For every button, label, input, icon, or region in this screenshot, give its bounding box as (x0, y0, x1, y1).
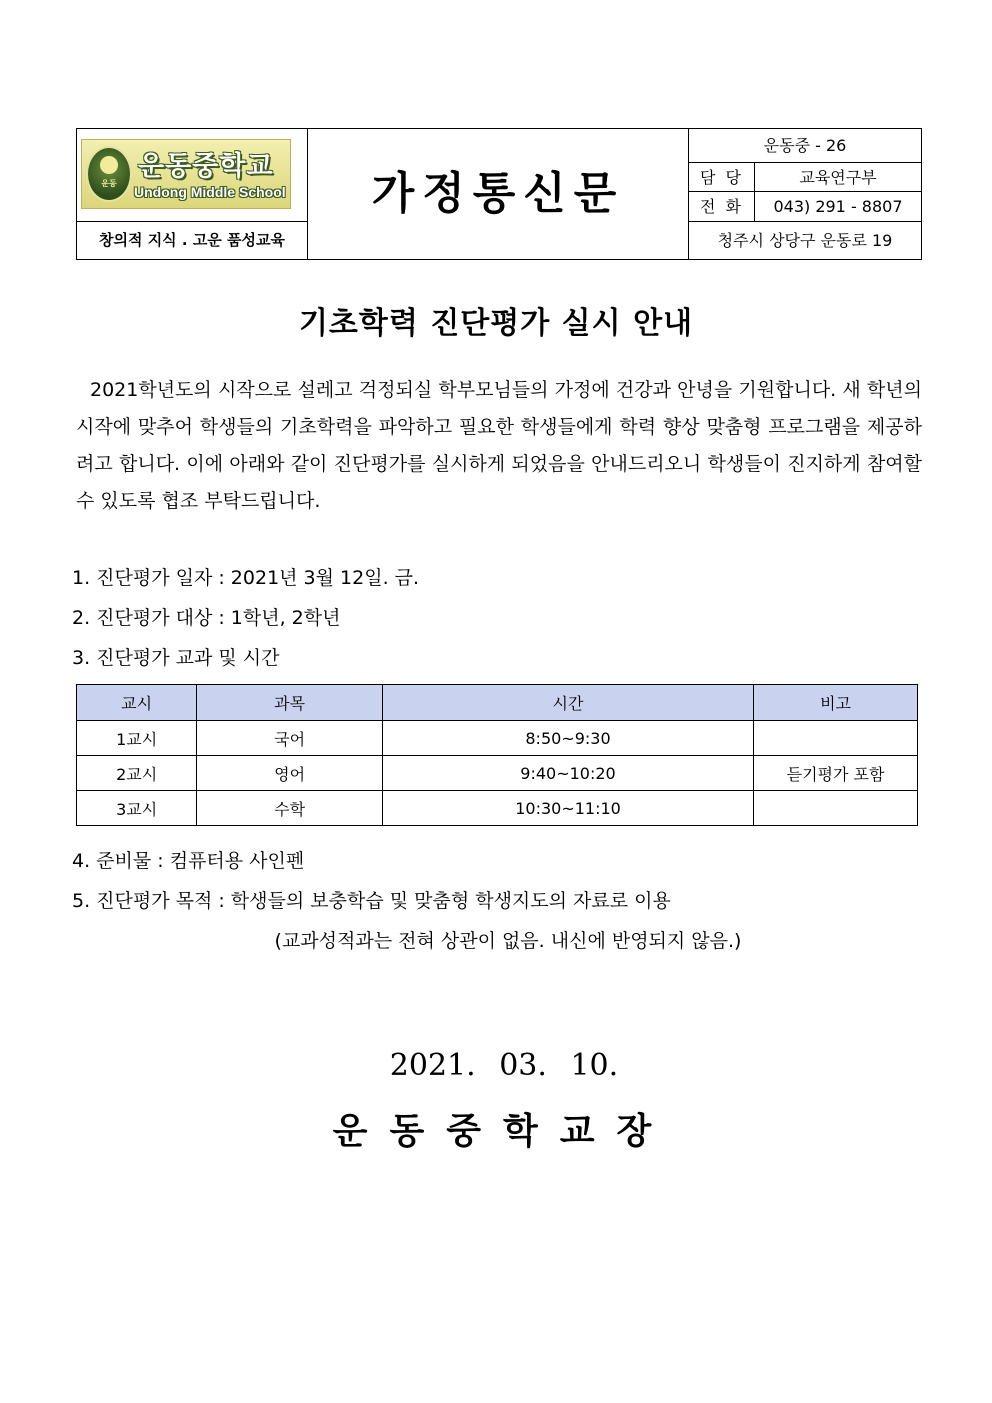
cell-remarks (754, 791, 918, 826)
school-address: 청주시 상당구 운동로 19 (717, 231, 893, 250)
item-test-subjects: 3. 진단평가 교과 및 시간 (72, 647, 280, 669)
cell-period: 2교시 (77, 756, 197, 791)
contact-row-department (689, 163, 921, 192)
intro-paragraph: 2021학년도의 시작으로 설레고 걱정되실 학부모님들의 가정에 건강과 안녕을 기원합니다. 새 학년의 시작에 맞추어 학생들의 기초학력을 파악하고 필요한 학생들에게 학력 향상 맞춤형 프로그램을 제공하려고 합니다. 이에 아래와 같이 진단평가를 실시하게 되었음을 안내드리오니 학생들이 진지하게 참여할 수 있도록 협조 부탁드립니다. (76, 379, 922, 512)
notice-title: 기초학력 진단평가 실시 안내 (298, 306, 694, 341)
item-test-target: 2. 진단평가 대상 : 1학년, 2학년 (72, 607, 341, 629)
school-logo (81, 139, 291, 209)
logo-school-subtitle: Undong Middle School (134, 184, 286, 200)
table-row (77, 791, 918, 826)
cell-subject: 영어 (197, 756, 383, 791)
cell-subject: 수학 (197, 791, 383, 826)
cell-time: 10:30~11:10 (382, 791, 753, 826)
contact-row-phone (689, 192, 921, 222)
cell-period: 1교시 (77, 721, 197, 756)
cell-subject: 국어 (197, 721, 383, 756)
cell-remarks: 듣기평가 포함 (754, 756, 918, 791)
cell-period: 3교시 (77, 791, 197, 826)
document-type-title: 가정통신문 (371, 168, 625, 219)
item-test-date: 1. 진단평가 일자 : 2021년 3월 12일. 금. (72, 567, 420, 589)
col-header-time: 시간 (382, 685, 753, 721)
cell-time: 8:50~9:30 (382, 721, 753, 756)
emblem-text: 운동 (101, 179, 117, 188)
issue-date: 2021. 03. 10. (389, 1048, 619, 1083)
col-header-subject: 과목 (197, 685, 383, 721)
school-slogan: 창의적 지식 . 고운 품성교육 (77, 221, 307, 259)
letterhead-center (308, 129, 689, 259)
cell-remarks (754, 721, 918, 756)
purpose-note: (교과성적과는 전혀 상관이 없음. 내신에 반영되지 않음.) (274, 930, 742, 952)
cell-time: 9:40~10:20 (382, 756, 753, 791)
contact-value: 교육연구부 (799, 168, 877, 187)
contact-label: 전화 (689, 192, 755, 221)
letterhead (76, 128, 922, 260)
item-supplies: 4. 준비물 : 컴퓨터용 사인펜 (72, 850, 305, 872)
letterhead-left (77, 129, 308, 259)
table-header-row (77, 685, 918, 721)
school-emblem-icon (86, 146, 132, 202)
principal-signature: 운동중학교장 (332, 1110, 674, 1152)
contact-label: 담당 (689, 163, 755, 191)
contact-value: 043) 291 - 8807 (773, 197, 903, 216)
schedule-table (76, 684, 918, 826)
letterhead-right (689, 129, 921, 259)
document-number: 운동중 - 26 (689, 129, 921, 163)
col-header-period: 교시 (77, 685, 197, 721)
table-row (77, 756, 918, 791)
col-header-remarks: 비고 (754, 685, 918, 721)
emblem-center (100, 156, 118, 174)
logo-school-name: 운동중학교 (138, 151, 274, 182)
item-purpose: 5. 진단평가 목적 : 학생들의 보충학습 및 맞춤형 학생지도의 자료로 이용 (72, 890, 671, 912)
table-row (77, 721, 918, 756)
logo-area (77, 129, 307, 221)
